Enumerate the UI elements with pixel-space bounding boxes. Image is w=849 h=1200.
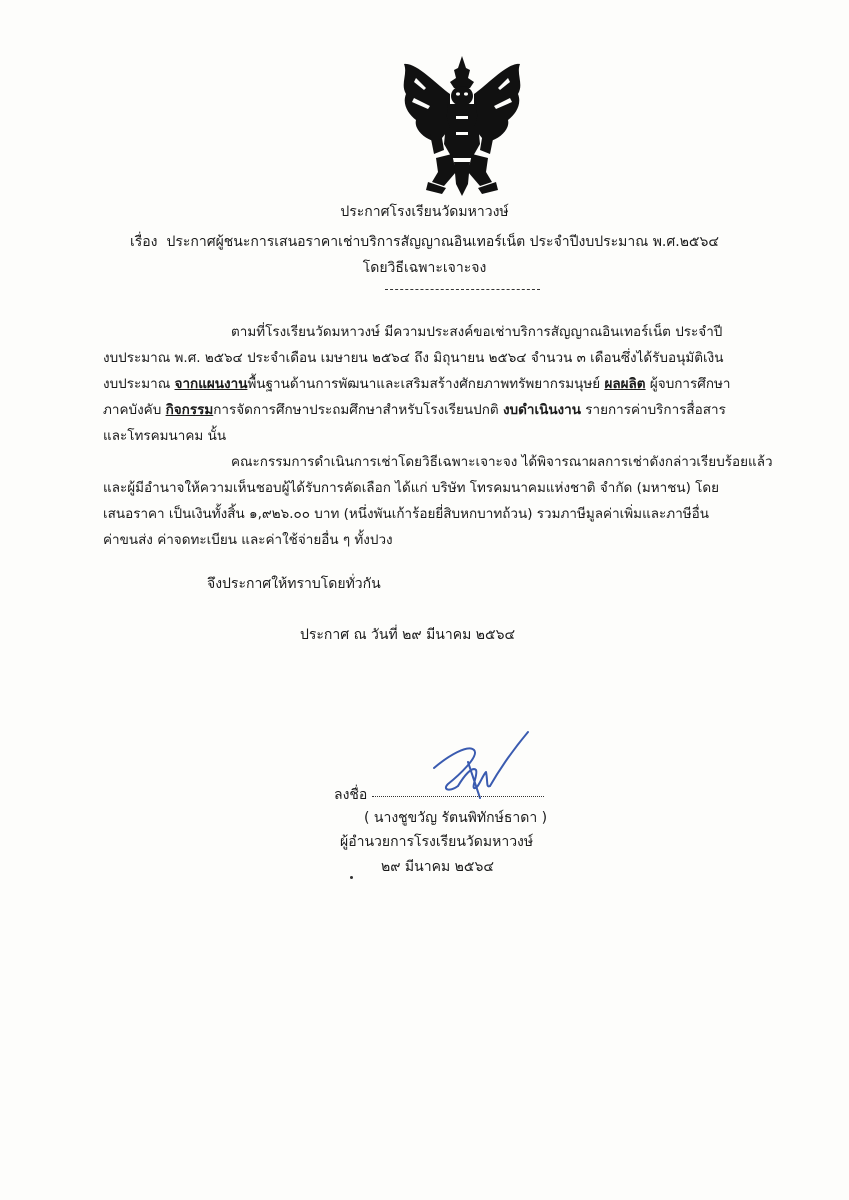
- paragraph-2-line-2: และผู้มีอำนาจให้ความเห็นชอบผู้ได้รับการคัดเลือก ได้แก่ บริษัท โทรคมนาคมแห่งชาติ จำกัด (มหาชน) โดย: [103, 480, 720, 496]
- paragraph-2-line-1: คณะกรรมการดำเนินการเช่าโดยวิธีเฉพาะเจาะจง ได้พิจารณาผลการเช่าดังกล่าวเรียบร้อยแล้ว: [231, 454, 773, 470]
- text-segment: การจัดการศึกษาประถมศึกษาสำหรับโรงเรียนปกติ: [213, 402, 503, 418]
- plan-label: จากแผนงาน: [174, 376, 248, 392]
- text-segment: ภาคบังคับ: [103, 402, 166, 418]
- text-segment: รายการค่าบริการสื่อสาร: [580, 402, 726, 418]
- signature-dotted-line: [372, 796, 544, 797]
- signatory-position: ผู้อำนวยการโรงเรียนวัดมหาวงษ์: [340, 834, 534, 850]
- announcement-subject: [0, 232, 849, 252]
- paragraph-1-line-5: และโทรคมนาคม นั้น: [103, 428, 227, 444]
- output-label: ผลผลิต: [604, 376, 646, 392]
- text-segment: งบประมาณ: [103, 376, 175, 392]
- stray-dot: [350, 876, 353, 879]
- paragraph-2-line-4: ค่าขนส่ง ค่าจดทะเบียน และค่าใช้จ่ายอื่น ๆ ทั้งปวง: [103, 532, 393, 548]
- signatory-name: ( นางชูขวัญ รัตนพิทักษ์ธาดา ): [364, 810, 548, 826]
- paragraph-2-line-3: เสนอราคา เป็นเงินทั้งสิ้น ๑,๙๒๖.๐๐ บาท (หนึ่งพันเก้าร้อยยี่สิบหกบาทถ้วน) รวมภาษีมูลค่าเพิ่มและภาษีอื่น: [103, 506, 710, 522]
- announcement-date: ประกาศ ณ วันที่ ๒๙ มีนาคม ๒๕๖๔: [300, 627, 516, 643]
- text-segment: ผู้จบการศึกษา: [645, 376, 731, 392]
- closing-statement: จึงประกาศให้ทราบโดยทั่วกัน: [207, 576, 381, 592]
- paragraph-1-line-2: งบประมาณ พ.ศ. ๒๕๖๔ ประจำเดือน เมษายน ๒๕๖๔ ถึง มิถุนายน ๒๕๖๔ จำนวน ๓ เดือนซึ่งได้รับอนุมัติเงิน: [103, 350, 724, 366]
- subject-label: เรื่อง: [129, 234, 158, 250]
- paragraph-1-line-3: [103, 374, 731, 394]
- header-divider: [385, 289, 540, 290]
- paragraph-1-line-4: [103, 400, 726, 420]
- subject-text: ประกาศผู้ชนะการเสนอราคาเช่าบริการสัญญาณอินเทอร์เน็ต ประจำปีงบประมาณ พ.ศ.๒๕๖๔: [166, 234, 720, 250]
- announcement-title: ประกาศโรงเรียนวัดมหาวงษ์: [340, 204, 509, 220]
- signature-label: ลงชื่อ: [334, 787, 368, 803]
- garuda-emblem-icon: [396, 54, 528, 200]
- signature-line: [334, 784, 544, 804]
- budget-label: งบดำเนินงาน: [502, 402, 581, 418]
- signature-date: ๒๙ มีนาคม ๒๕๖๔: [381, 859, 494, 875]
- paragraph-1-line-1: ตามที่โรงเรียนวัดมหาวงษ์ มีความประสงค์ขอเช่าบริการสัญญาณอินเทอร์เน็ต ประจำปี: [231, 324, 723, 340]
- text-segment: พื้นฐานด้านการพัฒนาและเสริมสร้างศักยภาพทรัพยากรมนุษย์: [247, 376, 605, 392]
- activity-label: กิจกรรม: [165, 402, 214, 418]
- procurement-method: โดยวิธีเฉพาะเจาะจง: [362, 260, 487, 276]
